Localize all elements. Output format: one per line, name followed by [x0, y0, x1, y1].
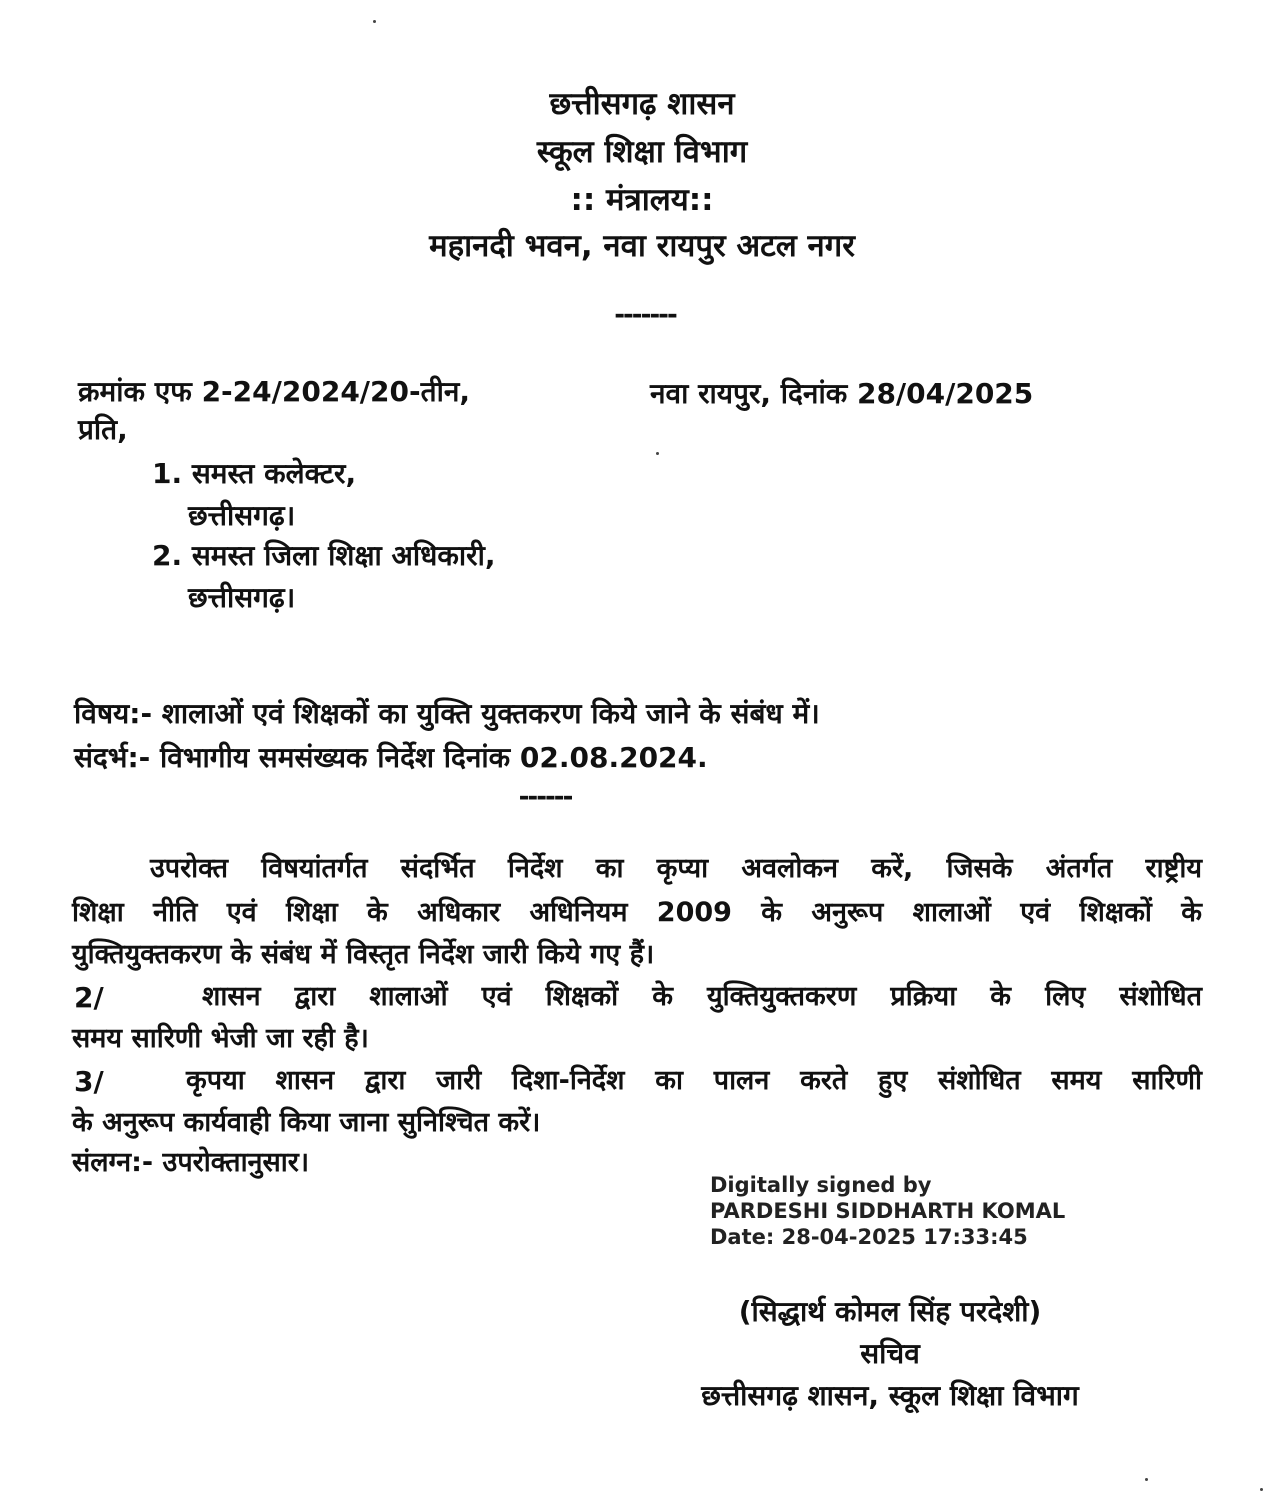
reference-line: संदर्भ:- विभागीय समसंख्यक निर्देश दिनांक 02.08.2024. — [74, 741, 708, 774]
addressee-label: प्रति, — [78, 413, 128, 446]
para1-line1: उपरोक्त विषयांतर्गत संदर्भित निर्देश का कृप्या अवलोकन करें, जिसके अंतर्गत राष्ट्रीय — [150, 853, 1202, 884]
scan-speck — [656, 452, 659, 455]
para1-line2: शिक्षा नीति एवं शिक्षा के अधिकार अधिनियम 2009 के अनुरूप शालाओं एवं शिक्षकों के — [72, 897, 1202, 928]
para3-line1: कृपया शासन द्वारा जारी दिशा-निर्देश का पालन करते हुए संशोधित समय सारिणी — [186, 1065, 1202, 1096]
scan-speck — [1260, 1488, 1263, 1491]
digital-signature-label: Digitally signed by — [710, 1173, 932, 1197]
addressee-2-title: 2. समस्त जिला शिक्षा अधिकारी, — [152, 539, 496, 572]
scan-speck — [373, 20, 376, 23]
subject-line: विषय:- शालाओं एवं शिक्षकों का युक्ति युक्तकरण किये जाने के संबंध में। — [74, 697, 820, 730]
para3-line2: के अनुरूप कार्यवाही किया जाना सुनिश्चित करें। — [72, 1107, 541, 1138]
letterhead-address: महानदी भवन, नवा रायपुर अटल नगर — [429, 228, 855, 264]
place-date: नवा रायपुर, दिनांक 28/04/2025 — [650, 377, 1034, 410]
subject-separator: ------ — [518, 782, 572, 812]
header-separator: ------- — [614, 300, 676, 330]
signatory-department: छत्तीसगढ़ शासन, स्कूल शिक्षा विभाग — [701, 1379, 1079, 1412]
para2-line2: समय सारिणी भेजी जा रही है। — [72, 1023, 369, 1054]
digital-signature-date: Date: 28-04-2025 17:33:45 — [710, 1225, 1028, 1249]
letterhead-department: स्कूल शिक्षा विभाग — [536, 134, 748, 170]
para3-number: 3/ — [74, 1065, 104, 1098]
signatory-name: (सिद्धार्थ कोमल सिंह परदेशी) — [738, 1295, 1042, 1328]
addressee-1-title: 1. समस्त कलेक्टर, — [152, 457, 357, 490]
addressee-1-state: छत्तीसगढ़। — [188, 499, 296, 532]
letterhead-government: छत्तीसगढ़ शासन — [549, 86, 735, 122]
enclosure-line: संलग्न:- उपरोक्तानुसार। — [72, 1147, 310, 1178]
para2-number: 2/ — [74, 981, 104, 1014]
para1-line3: युक्तियुक्तकरण के संबंध में विस्तृत निर्देश जारी किये गए हैं। — [72, 939, 655, 970]
signatory-designation: सचिव — [860, 1337, 920, 1370]
scan-speck — [1145, 1478, 1148, 1481]
addressee-2-state: छत्तीसगढ़। — [188, 581, 296, 614]
letter-number: क्रमांक एफ 2-24/2024/20-तीन, — [78, 375, 470, 408]
letterhead-ministry: :: मंत्रालय:: — [570, 182, 714, 218]
digital-signature-name: PARDESHI SIDDHARTH KOMAL — [710, 1199, 1066, 1223]
para2-line1: शासन द्वारा शालाओं एवं शिक्षकों के युक्तियुक्तकरण प्रक्रिया के लिए संशोधित — [202, 981, 1202, 1012]
